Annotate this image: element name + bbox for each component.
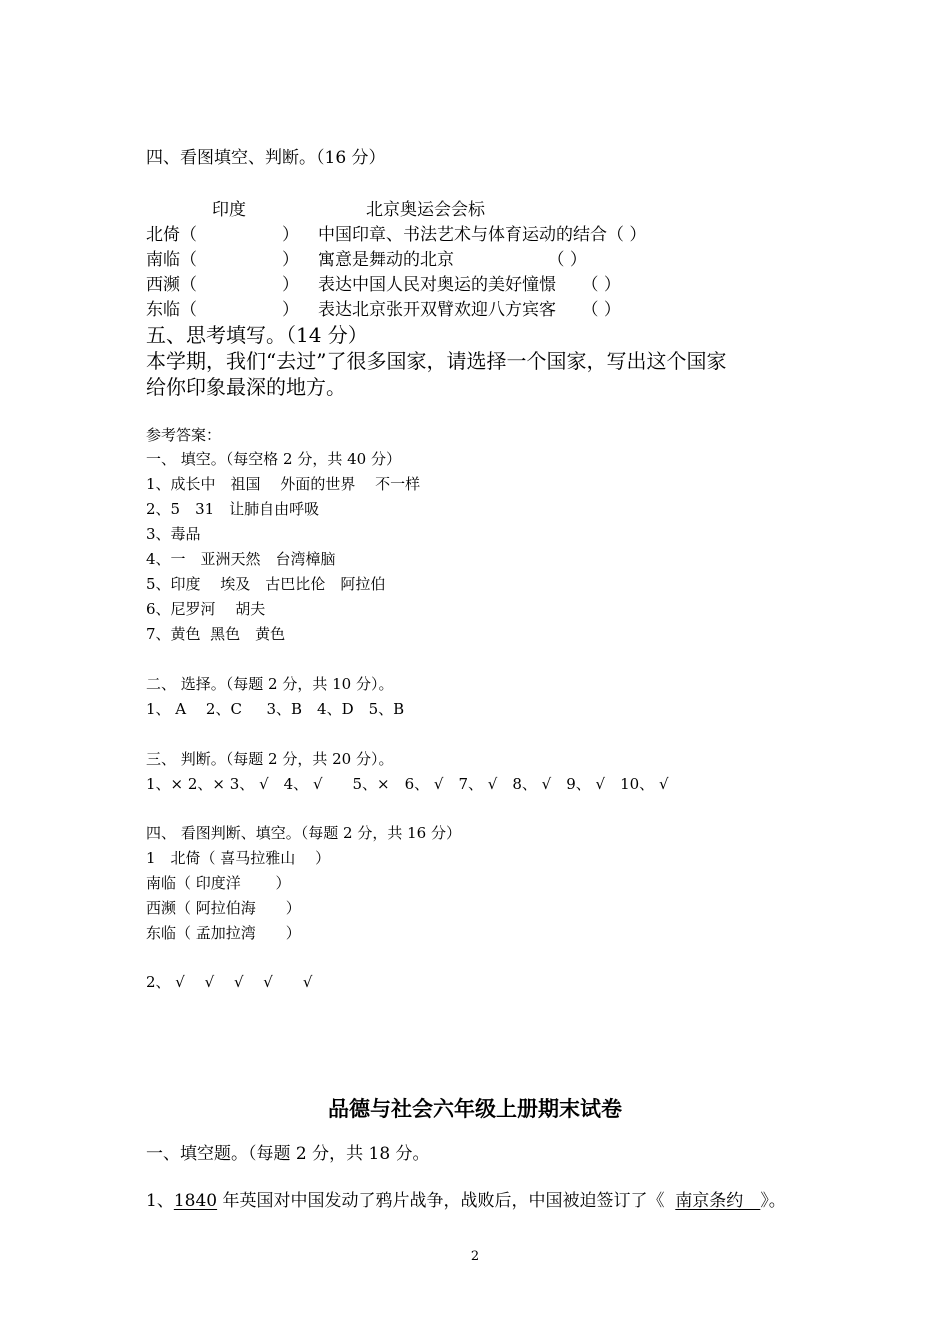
q1-middle-text: 年英国对中国发动了鸦片战争，战败后，中国被迫签订了《 (217, 1191, 676, 1211)
answers-part1-line: 1、成长中 祖国 外面的世界 不一样 (146, 475, 421, 493)
row-east-right: 表达北京张开双臂欢迎八方宾客 （ ） (318, 300, 621, 320)
section4-heading: 四、看图填空、判断。（16 分） (146, 148, 386, 168)
answers-part4-line: 南临（ 印度洋 ） (146, 874, 291, 892)
answers-title: 参考答案： (146, 426, 222, 444)
answers-part2-heading: 二、 选择。（每题 2 分，共 10 分）。 (146, 675, 394, 693)
exam-title: 品德与社会六年级上册期末试卷 (328, 1096, 622, 1121)
answers-part1-heading: 一、 填空。（每空格 2 分，共 40 分） (146, 450, 401, 468)
q1-answer-year: 1840 (173, 1191, 218, 1211)
row-north-right: 中国印章、书法艺术与体育运动的结合（ ） (318, 225, 647, 245)
exam-q1-heading: 一、填空题。（每题 2 分，共 18 分。 (146, 1144, 430, 1164)
answers-part3-heading: 三、 判断。（每题 2 分，共 20 分）。 (146, 750, 394, 768)
answers-part4-line2: 2、 √ √ √ √ √ (146, 973, 313, 991)
answers-part4-heading: 四、 看图判断、填空。（每题 2 分，共 16 分） (146, 824, 461, 842)
answers-part2-line: 1、 A 2、C 3、B 4、D 5、B (146, 700, 405, 718)
exam-q1-line (146, 1193, 786, 1210)
section5-heading: 五、思考填写。（14 分） (146, 323, 368, 347)
section5-line2: 给你印象最深的地方。 (146, 375, 346, 399)
row-south-right: 寓意是舞动的北京 （ ） (318, 250, 587, 270)
answers-part1-line: 4、一 亚洲天然 台湾樟脑 (146, 550, 336, 568)
answers-part3-line: 1、× 2、× 3、 √ 4、 √ 5、× 6、 √ 7、 √ 8、 √ 9、 √ 10、 √ (146, 775, 669, 793)
india-map-label: 印度 (212, 200, 246, 220)
row-west-right: 表达中国人民对奥运的美好憧憬 （ ） (318, 275, 621, 295)
answers-part1-line: 7、黄色 黑色 黄色 (146, 625, 286, 643)
olympic-logo-label: 北京奥运会会标 (366, 200, 485, 220)
row-north-left: 北倚（ ） (146, 225, 299, 245)
section5-line1: 本学期，我们“去过”了很多国家，请选择一个国家，写出这个国家 (146, 349, 727, 373)
row-east-left: 东临（ ） (146, 300, 299, 320)
answers-part4-line: 东临（ 孟加拉湾 ） (146, 924, 301, 942)
q1-suffix: 》。 (760, 1191, 786, 1211)
answers-part1-line: 2、5 31 让肺自由呼吸 (146, 500, 320, 518)
row-west-left: 西濒（ ） (146, 275, 299, 295)
answers-part1-line: 6、尼罗河 胡夫 (146, 600, 266, 618)
page-number: 2 (470, 1249, 480, 1264)
answers-part1-line: 5、印度 埃及 古巴比伦 阿拉伯 (146, 575, 386, 593)
answers-part4-line: 西濒（ 阿拉伯海 ） (146, 899, 301, 917)
answers-part4-line: 1 北倚（ 喜马拉雅山 ） (146, 849, 331, 867)
answers-part1-line: 3、毒品 (146, 525, 201, 543)
row-south-left: 南临（ ） (146, 250, 299, 270)
q1-answer-treaty: 南京条约 (675, 1191, 761, 1211)
q1-prefix: 1、 (146, 1191, 174, 1211)
